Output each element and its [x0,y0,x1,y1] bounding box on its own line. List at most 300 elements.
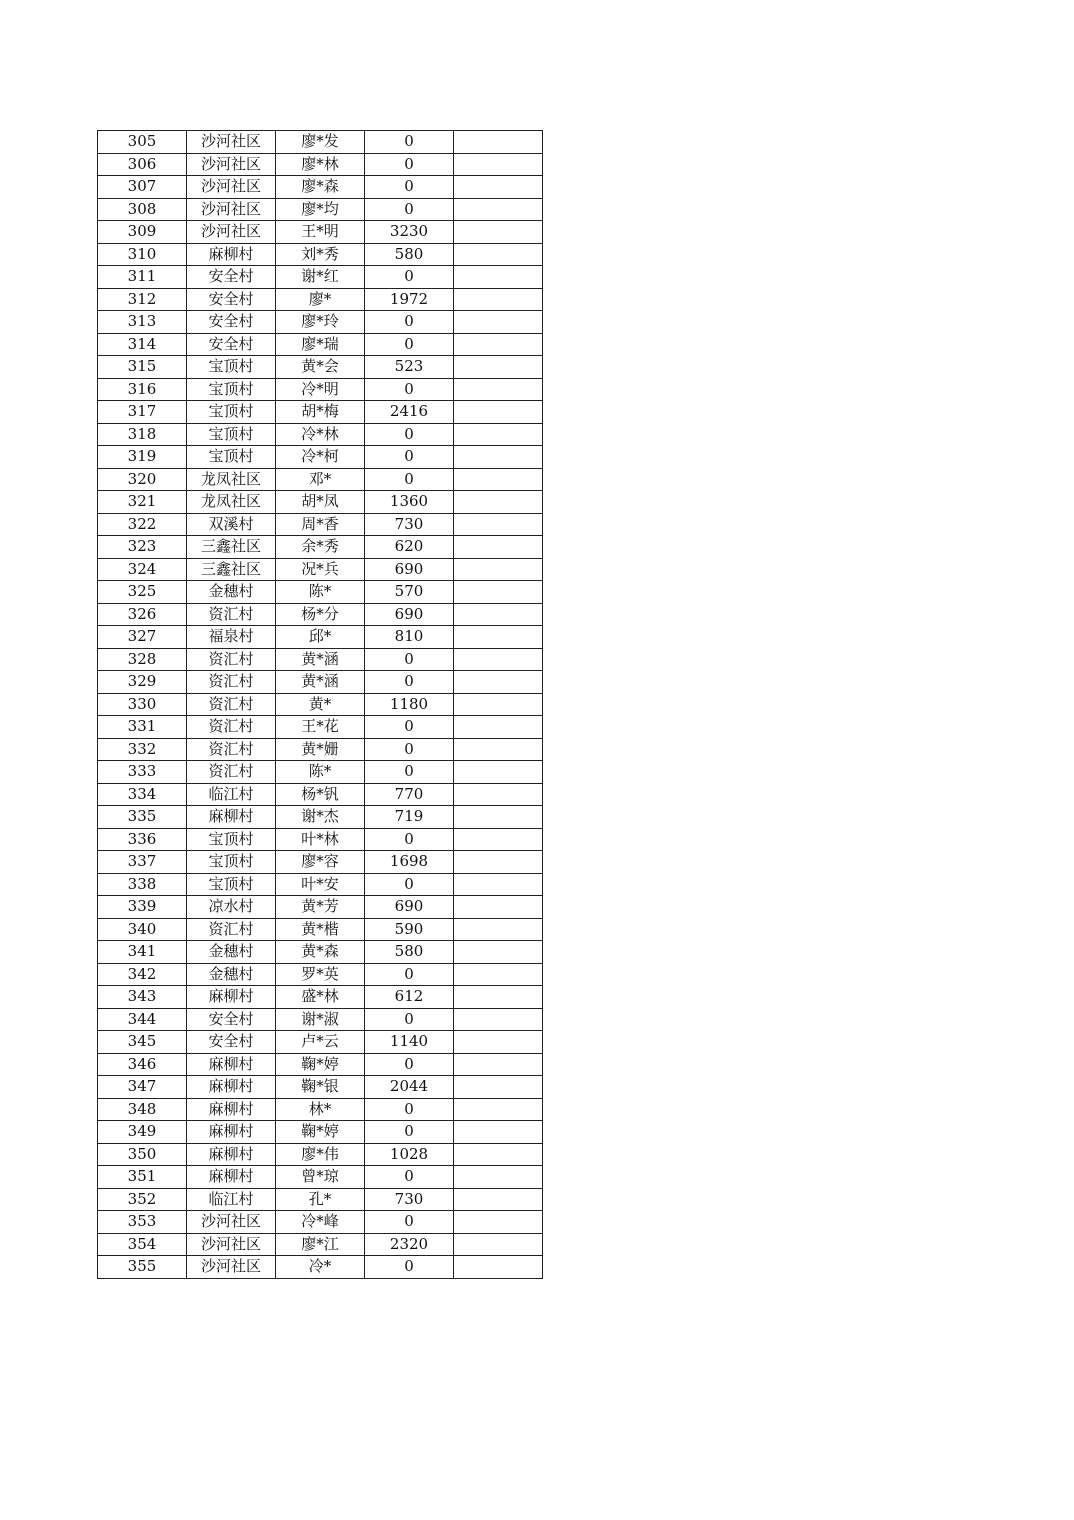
table-row [98,896,543,919]
amount-cell: 0 [365,378,454,401]
note-cell [454,581,543,604]
table-row [98,288,543,311]
note-cell [454,1031,543,1054]
village-cell: 双溪村 [187,513,276,536]
table-row [98,176,543,199]
amount-cell: 0 [365,131,454,154]
amount-cell: 0 [365,153,454,176]
name-cell: 黄*涵 [276,671,365,694]
table-row [98,1008,543,1031]
village-cell: 凉水村 [187,896,276,919]
row-number-cell: 346 [98,1053,187,1076]
table-row [98,153,543,176]
village-cell: 三鑫社区 [187,558,276,581]
name-cell: 卢*云 [276,1031,365,1054]
amount-cell: 0 [365,1008,454,1031]
table-row [98,198,543,221]
name-cell: 况*兵 [276,558,365,581]
row-number-cell: 330 [98,693,187,716]
row-number-cell: 318 [98,423,187,446]
table-row [98,1166,543,1189]
village-cell: 福泉村 [187,626,276,649]
note-cell [454,693,543,716]
name-cell: 罗*英 [276,963,365,986]
table-row [98,1098,543,1121]
name-cell: 黄*会 [276,356,365,379]
row-number-cell: 319 [98,446,187,469]
note-cell [454,468,543,491]
name-cell: 陈* [276,581,365,604]
table-row [98,806,543,829]
note-cell [454,806,543,829]
village-cell: 三鑫社区 [187,536,276,559]
village-cell: 宝顶村 [187,828,276,851]
village-cell: 麻柳村 [187,1076,276,1099]
amount-cell: 0 [365,1256,454,1279]
amount-cell: 2416 [365,401,454,424]
village-cell: 沙河社区 [187,131,276,154]
note-cell [454,738,543,761]
amount-cell: 0 [365,176,454,199]
village-cell: 龙凤社区 [187,468,276,491]
note-cell [454,896,543,919]
row-number-cell: 305 [98,131,187,154]
village-cell: 资汇村 [187,918,276,941]
village-cell: 沙河社区 [187,153,276,176]
village-cell: 沙河社区 [187,176,276,199]
village-cell: 麻柳村 [187,1143,276,1166]
amount-cell: 0 [365,446,454,469]
village-cell: 宝顶村 [187,423,276,446]
village-cell: 麻柳村 [187,1053,276,1076]
name-cell: 叶*林 [276,828,365,851]
amount-cell: 690 [365,896,454,919]
village-cell: 沙河社区 [187,1211,276,1234]
amount-cell: 0 [365,468,454,491]
amount-cell: 0 [365,311,454,334]
note-cell [454,288,543,311]
amount-cell: 0 [365,1121,454,1144]
amount-cell: 770 [365,783,454,806]
table-row [98,986,543,1009]
row-number-cell: 336 [98,828,187,851]
amount-cell: 1972 [365,288,454,311]
note-cell [454,783,543,806]
note-cell [454,1076,543,1099]
village-cell: 资汇村 [187,648,276,671]
name-cell: 周*香 [276,513,365,536]
note-cell [454,176,543,199]
village-cell: 资汇村 [187,738,276,761]
note-cell [454,356,543,379]
row-number-cell: 315 [98,356,187,379]
village-cell: 安全村 [187,1031,276,1054]
note-cell [454,401,543,424]
row-number-cell: 353 [98,1211,187,1234]
name-cell: 冷* [276,1256,365,1279]
name-cell: 杨*分 [276,603,365,626]
data-table [97,130,543,1279]
name-cell: 廖*伟 [276,1143,365,1166]
table-row [98,626,543,649]
note-cell [454,1098,543,1121]
name-cell: 王*花 [276,716,365,739]
amount-cell: 1360 [365,491,454,514]
table-row [98,1233,543,1256]
village-cell: 宝顶村 [187,378,276,401]
note-cell [454,716,543,739]
name-cell: 冷*柯 [276,446,365,469]
table-row [98,1121,543,1144]
row-number-cell: 307 [98,176,187,199]
table-row [98,603,543,626]
note-cell [454,1233,543,1256]
village-cell: 资汇村 [187,761,276,784]
amount-cell: 1698 [365,851,454,874]
table-row [98,693,543,716]
village-cell: 宝顶村 [187,446,276,469]
note-cell [454,828,543,851]
row-number-cell: 313 [98,311,187,334]
note-cell [454,918,543,941]
village-cell: 安全村 [187,266,276,289]
note-cell [454,198,543,221]
table-row [98,311,543,334]
village-cell: 沙河社区 [187,1233,276,1256]
row-number-cell: 342 [98,963,187,986]
table-row [98,1256,543,1279]
name-cell: 冷*林 [276,423,365,446]
amount-cell: 690 [365,603,454,626]
amount-cell: 690 [365,558,454,581]
note-cell [454,1143,543,1166]
amount-cell: 2044 [365,1076,454,1099]
amount-cell: 730 [365,1188,454,1211]
amount-cell: 0 [365,333,454,356]
note-cell [454,153,543,176]
note-cell [454,558,543,581]
row-number-cell: 309 [98,221,187,244]
name-cell: 林* [276,1098,365,1121]
village-cell: 麻柳村 [187,1121,276,1144]
amount-cell: 1140 [365,1031,454,1054]
row-number-cell: 347 [98,1076,187,1099]
row-number-cell: 329 [98,671,187,694]
village-cell: 宝顶村 [187,401,276,424]
row-number-cell: 349 [98,1121,187,1144]
table-row [98,1211,543,1234]
amount-cell: 719 [365,806,454,829]
amount-cell: 0 [365,671,454,694]
village-cell: 宝顶村 [187,356,276,379]
table-row [98,918,543,941]
row-number-cell: 325 [98,581,187,604]
row-number-cell: 321 [98,491,187,514]
table-row [98,356,543,379]
row-number-cell: 311 [98,266,187,289]
amount-cell: 1028 [365,1143,454,1166]
name-cell: 杨*钒 [276,783,365,806]
name-cell: 廖* [276,288,365,311]
village-cell: 宝顶村 [187,873,276,896]
village-cell: 金穗村 [187,581,276,604]
name-cell: 冷*峰 [276,1211,365,1234]
table-row [98,828,543,851]
row-number-cell: 338 [98,873,187,896]
name-cell: 胡*凤 [276,491,365,514]
amount-cell: 570 [365,581,454,604]
name-cell: 廖*瑞 [276,333,365,356]
note-cell [454,266,543,289]
row-number-cell: 323 [98,536,187,559]
row-number-cell: 320 [98,468,187,491]
note-cell [454,1256,543,1279]
village-cell: 资汇村 [187,693,276,716]
village-cell: 安全村 [187,333,276,356]
village-cell: 临江村 [187,783,276,806]
name-cell: 黄*森 [276,941,365,964]
row-number-cell: 317 [98,401,187,424]
amount-cell: 810 [365,626,454,649]
amount-cell: 2320 [365,1233,454,1256]
table-row [98,243,543,266]
table-row [98,423,543,446]
row-number-cell: 316 [98,378,187,401]
row-number-cell: 339 [98,896,187,919]
note-cell [454,626,543,649]
row-number-cell: 345 [98,1031,187,1054]
note-cell [454,671,543,694]
table-row [98,491,543,514]
note-cell [454,221,543,244]
note-cell [454,963,543,986]
table-row [98,581,543,604]
row-number-cell: 337 [98,851,187,874]
row-number-cell: 324 [98,558,187,581]
note-cell [454,1121,543,1144]
row-number-cell: 314 [98,333,187,356]
name-cell: 盛*林 [276,986,365,1009]
note-cell [454,423,543,446]
amount-cell: 0 [365,738,454,761]
note-cell [454,761,543,784]
note-cell [454,603,543,626]
village-cell: 沙河社区 [187,198,276,221]
row-number-cell: 351 [98,1166,187,1189]
name-cell: 黄*涵 [276,648,365,671]
name-cell: 曾*琼 [276,1166,365,1189]
name-cell: 王*明 [276,221,365,244]
row-number-cell: 328 [98,648,187,671]
note-cell [454,333,543,356]
table-row [98,1076,543,1099]
note-cell [454,378,543,401]
table-row [98,1053,543,1076]
amount-cell: 1180 [365,693,454,716]
table-row [98,1143,543,1166]
note-cell [454,513,543,536]
amount-cell: 0 [365,648,454,671]
row-number-cell: 352 [98,1188,187,1211]
table-row [98,851,543,874]
village-cell: 金穗村 [187,941,276,964]
amount-cell: 523 [365,356,454,379]
village-cell: 资汇村 [187,603,276,626]
note-cell [454,941,543,964]
table-row [98,783,543,806]
row-number-cell: 306 [98,153,187,176]
name-cell: 邓* [276,468,365,491]
name-cell: 黄*姗 [276,738,365,761]
note-cell [454,648,543,671]
row-number-cell: 335 [98,806,187,829]
row-number-cell: 332 [98,738,187,761]
row-number-cell: 343 [98,986,187,1009]
note-cell [454,536,543,559]
village-cell: 麻柳村 [187,1166,276,1189]
amount-cell: 0 [365,1166,454,1189]
table-row [98,378,543,401]
name-cell: 鞠*婷 [276,1053,365,1076]
row-number-cell: 331 [98,716,187,739]
row-number-cell: 326 [98,603,187,626]
row-number-cell: 348 [98,1098,187,1121]
amount-cell: 0 [365,266,454,289]
name-cell: 黄* [276,693,365,716]
village-cell: 资汇村 [187,716,276,739]
name-cell: 廖*玲 [276,311,365,334]
name-cell: 廖*森 [276,176,365,199]
amount-cell: 580 [365,941,454,964]
row-number-cell: 354 [98,1233,187,1256]
name-cell: 廖*江 [276,1233,365,1256]
note-cell [454,986,543,1009]
amount-cell: 612 [365,986,454,1009]
name-cell: 廖*均 [276,198,365,221]
table-row [98,738,543,761]
amount-cell: 0 [365,1053,454,1076]
name-cell: 陈* [276,761,365,784]
name-cell: 黄*楷 [276,918,365,941]
note-cell [454,873,543,896]
name-cell: 廖*林 [276,153,365,176]
table-row [98,1188,543,1211]
amount-cell: 0 [365,963,454,986]
note-cell [454,1053,543,1076]
village-cell: 安全村 [187,311,276,334]
village-cell: 麻柳村 [187,1098,276,1121]
amount-cell: 0 [365,1211,454,1234]
table-row [98,446,543,469]
table-row [98,221,543,244]
note-cell [454,131,543,154]
row-number-cell: 344 [98,1008,187,1031]
village-cell: 金穗村 [187,963,276,986]
note-cell [454,243,543,266]
village-cell: 麻柳村 [187,986,276,1009]
village-cell: 宝顶村 [187,851,276,874]
row-number-cell: 333 [98,761,187,784]
name-cell: 谢*淑 [276,1008,365,1031]
name-cell: 刘*秀 [276,243,365,266]
village-cell: 龙凤社区 [187,491,276,514]
row-number-cell: 334 [98,783,187,806]
table-row [98,468,543,491]
name-cell: 邱* [276,626,365,649]
table-row [98,963,543,986]
note-cell [454,851,543,874]
row-number-cell: 340 [98,918,187,941]
row-number-cell: 312 [98,288,187,311]
table-row [98,761,543,784]
village-cell: 安全村 [187,288,276,311]
note-cell [454,1211,543,1234]
name-cell: 胡*梅 [276,401,365,424]
amount-cell: 0 [365,1098,454,1121]
amount-cell: 0 [365,423,454,446]
amount-cell: 0 [365,873,454,896]
row-number-cell: 322 [98,513,187,536]
note-cell [454,1188,543,1211]
name-cell: 黄*芳 [276,896,365,919]
row-number-cell: 308 [98,198,187,221]
table-row [98,648,543,671]
name-cell: 廖*发 [276,131,365,154]
table-row [98,558,543,581]
note-cell [454,1166,543,1189]
note-cell [454,311,543,334]
amount-cell: 0 [365,761,454,784]
note-cell [454,1008,543,1031]
village-cell: 资汇村 [187,671,276,694]
amount-cell: 0 [365,198,454,221]
name-cell: 鞠*银 [276,1076,365,1099]
amount-cell: 590 [365,918,454,941]
row-number-cell: 341 [98,941,187,964]
table-row [98,266,543,289]
table-row [98,131,543,154]
table-row [98,941,543,964]
name-cell: 鞠*婷 [276,1121,365,1144]
row-number-cell: 310 [98,243,187,266]
amount-cell: 730 [365,513,454,536]
note-cell [454,446,543,469]
table-body [98,131,543,1279]
row-number-cell: 355 [98,1256,187,1279]
amount-cell: 580 [365,243,454,266]
table-row [98,513,543,536]
table-row [98,873,543,896]
row-number-cell: 327 [98,626,187,649]
name-cell: 叶*安 [276,873,365,896]
amount-cell: 0 [365,828,454,851]
amount-cell: 0 [365,716,454,739]
village-cell: 沙河社区 [187,221,276,244]
name-cell: 谢*红 [276,266,365,289]
village-cell: 麻柳村 [187,243,276,266]
table-row [98,716,543,739]
village-cell: 临江村 [187,1188,276,1211]
note-cell [454,491,543,514]
table-row [98,671,543,694]
name-cell: 冷*明 [276,378,365,401]
table-row [98,333,543,356]
name-cell: 廖*容 [276,851,365,874]
amount-cell: 620 [365,536,454,559]
name-cell: 谢*杰 [276,806,365,829]
village-cell: 沙河社区 [187,1256,276,1279]
row-number-cell: 350 [98,1143,187,1166]
